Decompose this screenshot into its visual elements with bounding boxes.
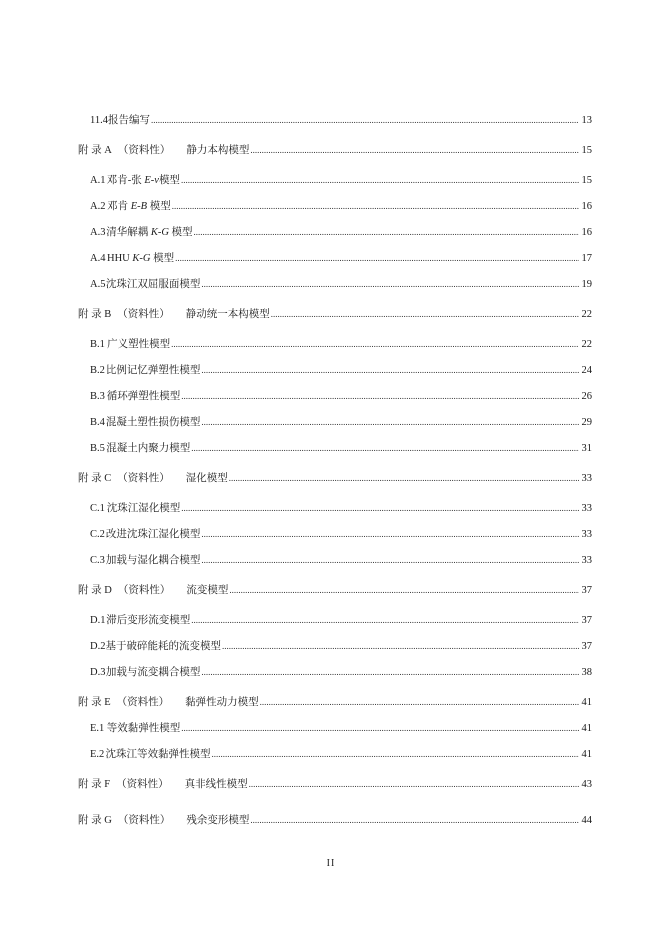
toc-dot-leader — [151, 113, 579, 127]
toc-entry-title: 循环弹塑性模型 — [106, 391, 181, 402]
toc-entry-title: 沈珠江双屈服面模型 — [105, 279, 201, 290]
toc-entry-number: C.2 — [90, 529, 105, 540]
toc-entry-number: A.4 — [90, 253, 106, 264]
toc-dot-leader — [181, 389, 579, 403]
toc-entry-number: 附 录 C — [78, 473, 112, 484]
toc-entry-title: 黏弹性动力模型 — [185, 697, 259, 708]
toc-entry-title: 加载与湿化耦合模型 — [105, 555, 201, 566]
toc-entry-page: 37 — [581, 585, 592, 596]
toc-section-entry[interactable] — [90, 613, 592, 628]
toc-entry-title: 流变模型 — [186, 585, 229, 596]
toc-entry-page: 37 — [581, 641, 592, 652]
toc-entry-title: 沈珠江湿化模型 — [106, 503, 181, 514]
toc-dot-leader — [191, 613, 579, 627]
toc-entry-title: 比例记忆弹塑性模型 — [105, 365, 201, 376]
toc-entry-title: 静动统一本构模型 — [185, 309, 270, 320]
toc-dot-leader — [181, 173, 579, 187]
toc-appendix-entry[interactable] — [78, 813, 592, 828]
toc-entry-title: 滞后变形流变模型 — [106, 615, 191, 626]
toc-dot-leader — [172, 199, 579, 213]
toc-entry-number: A.5 — [90, 279, 106, 290]
toc-entry-page: 16 — [581, 201, 592, 212]
toc-entry-number: D.1 — [90, 615, 106, 626]
toc-dot-leader — [229, 583, 579, 597]
toc-entry-title: HHU K-G 模型 — [106, 253, 175, 264]
toc-entry-title: 静力本构模型 — [186, 145, 250, 156]
toc-entry-title: 清华解耦 K-G 模型 — [106, 227, 193, 238]
toc-entry-number: D.3 — [90, 667, 106, 678]
toc-dot-leader — [201, 527, 579, 541]
toc-entry-number: 附 录 F — [78, 779, 111, 790]
toc-appendix-entry[interactable] — [78, 143, 592, 158]
toc-entry-page: 29 — [581, 417, 592, 428]
toc-section-entry[interactable] — [90, 639, 592, 654]
toc-entry-number: D.2 — [90, 641, 106, 652]
toc-entry-title: 邓肯-张 E-ν模型 — [106, 175, 180, 186]
toc-dot-leader — [191, 441, 579, 455]
toc-entry-number: A.1 — [90, 175, 106, 186]
toc-dot-leader — [201, 363, 579, 377]
toc-entry-title: 基于破碎能耗的流变模型 — [105, 641, 221, 652]
toc-dot-leader — [201, 415, 579, 429]
toc-appendix-entry[interactable] — [78, 777, 592, 792]
toc-section-entry[interactable] — [90, 173, 592, 188]
toc-dot-leader — [201, 553, 579, 567]
toc-entry-category: （资料性） — [117, 145, 171, 156]
toc-entry-page: 15 — [581, 175, 592, 186]
toc-dot-leader — [260, 695, 579, 709]
toc-dot-leader — [194, 225, 579, 239]
toc-entry-number: B.2 — [90, 365, 105, 376]
toc-entry-number: A.3 — [90, 227, 106, 238]
toc-entry-page: 13 — [581, 115, 592, 126]
toc-entry-number: E.2 — [90, 749, 105, 760]
toc-section-entry[interactable] — [90, 199, 592, 214]
toc-entry-title: 报告编写 — [108, 115, 150, 126]
toc-section-entry[interactable] — [90, 225, 592, 240]
toc-dot-leader — [271, 307, 579, 321]
toc-entry-title: 广义塑性模型 — [107, 339, 171, 350]
toc-section-entry[interactable] — [90, 747, 592, 762]
toc-entry-page: 43 — [581, 779, 592, 790]
toc-entry-page: 41 — [581, 749, 592, 760]
toc-entry-page: 31 — [581, 443, 592, 454]
toc-dot-leader — [249, 777, 579, 791]
toc-entry-title: 湿化模型 — [185, 473, 228, 484]
toc-entry-page: 44 — [581, 815, 592, 826]
toc-dot-leader — [201, 277, 579, 291]
toc-entry-page: 24 — [581, 365, 592, 376]
toc-entry-number: C.3 — [90, 555, 105, 566]
toc-section-entry[interactable] — [90, 527, 592, 542]
toc-entry-page: 33 — [581, 473, 592, 484]
toc-entry-page: 41 — [581, 723, 592, 734]
page-number: II — [326, 858, 336, 869]
toc-dot-leader — [181, 721, 579, 735]
toc-entry-title: 加载与流变耦合模型 — [105, 667, 201, 678]
toc-entry-page: 33 — [581, 555, 592, 566]
toc-entry-page: 19 — [581, 279, 592, 290]
toc-entry-category: （资料性） — [117, 473, 170, 484]
toc-entry-page: 22 — [581, 309, 592, 320]
toc-entry-number: C.1 — [90, 503, 105, 514]
toc-dot-leader — [181, 501, 579, 515]
toc-entry-page: 15 — [581, 145, 592, 156]
toc-dot-leader — [222, 639, 579, 653]
toc-section-entry[interactable] — [90, 251, 592, 266]
toc-entry-title: 残余变形模型 — [186, 815, 250, 826]
toc-entry-category: （资料性） — [116, 779, 169, 790]
toc-entry-page: 26 — [581, 391, 592, 402]
toc-entry-page: 17 — [581, 253, 592, 264]
toc-entry-page: 41 — [581, 697, 592, 708]
toc-entry-title: 沈珠江等效黏弹性模型 — [105, 749, 211, 760]
toc-entry-page: 33 — [581, 529, 592, 540]
toc-dot-leader — [175, 251, 579, 265]
toc-entry-page: 33 — [581, 503, 592, 514]
toc-dot-leader — [250, 813, 579, 827]
toc-entry-title: 混凝土内聚力模型 — [106, 443, 191, 454]
toc-section-entry[interactable] — [90, 277, 592, 292]
toc-entry-number: B.3 — [90, 391, 105, 402]
toc-dot-leader — [201, 665, 579, 679]
toc-entry-title: 等效黏弹性模型 — [106, 723, 181, 734]
toc-appendix-entry[interactable] — [78, 695, 592, 710]
toc-dot-leader — [250, 143, 579, 157]
toc-entry-title: 混凝土塑性损伤模型 — [105, 417, 201, 428]
toc-dot-leader — [229, 471, 579, 485]
toc-entry-number: 附 录 D — [78, 585, 112, 596]
toc-entry-category: （资料性） — [117, 815, 171, 826]
toc-entry-page: 16 — [581, 227, 592, 238]
toc-entry-category: （资料性） — [117, 585, 171, 596]
toc-dot-leader — [171, 337, 579, 351]
toc-entry-page: 22 — [581, 339, 592, 350]
toc-entry-page: 38 — [581, 667, 592, 678]
toc-entry-number: B.1 — [90, 339, 105, 350]
toc-entry-page: 37 — [581, 615, 592, 626]
toc-entry-number: 附 录 E — [78, 697, 111, 708]
toc-entry-category: （资料性） — [117, 309, 170, 320]
toc-section-entry[interactable] — [90, 665, 592, 680]
toc-section-entry[interactable] — [90, 501, 592, 516]
toc-appendix-entry[interactable] — [78, 307, 592, 322]
toc-entry-title: 邓肯 E-B 模型 — [107, 201, 171, 212]
toc-entry-title: 改进沈珠江湿化模型 — [105, 529, 201, 540]
toc-section-entry[interactable] — [90, 113, 592, 128]
toc-entry-number: B.4 — [90, 417, 105, 428]
toc-entry-number: B.5 — [90, 443, 105, 454]
toc-section-entry[interactable] — [90, 553, 592, 568]
toc-section-entry[interactable] — [90, 415, 592, 430]
toc-entry-number: A.2 — [90, 201, 106, 212]
toc-entry-title: 真非线性模型 — [184, 779, 248, 790]
toc-entry-number: 附 录 G — [78, 815, 112, 826]
toc-entry-number: E.1 — [90, 723, 105, 734]
toc-section-entry[interactable] — [90, 441, 592, 456]
toc-entry-number: 11.4 — [90, 115, 108, 126]
toc-entry-category: （资料性） — [116, 697, 170, 708]
toc-dot-leader — [211, 747, 579, 761]
toc-appendix-entry[interactable] — [78, 583, 592, 598]
toc-section-entry[interactable] — [90, 721, 592, 736]
toc-appendix-entry[interactable] — [78, 471, 592, 486]
toc-entry-number: 附 录 A — [78, 145, 112, 156]
toc-section-entry[interactable] — [90, 389, 592, 404]
toc-section-entry[interactable] — [90, 363, 592, 378]
toc-entry-number: 附 录 B — [78, 309, 112, 320]
toc-section-entry[interactable] — [90, 337, 592, 352]
